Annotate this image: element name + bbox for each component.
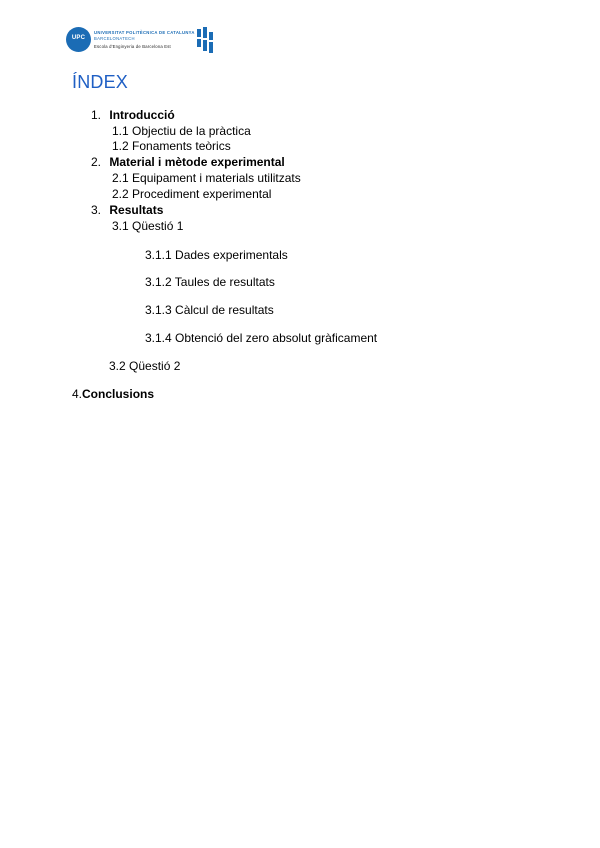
toc-number: 1. (91, 108, 102, 122)
upc-logo (66, 27, 216, 53)
toc-entry-2 (91, 155, 285, 169)
toc-entry-1-1: 1.1 Objectiu de la pràctica (112, 124, 251, 138)
logo-university-name: UNIVERSITAT POLITÈCNICA DE CATALUNYA (94, 30, 195, 35)
toc-entry-3-2: 3.2 Qüestió 2 (109, 359, 181, 373)
toc-entry-2-1: 2.1 Equipament i materials utilitzats (112, 171, 301, 185)
logo-school-name: Escola d'Enginyeria de Barcelona Est (94, 44, 171, 49)
toc-number: 4. (72, 387, 83, 401)
toc-heading: Material i mètode experimental (109, 155, 285, 169)
toc-entry-3-1-2: 3.1.2 Taules de resultats (145, 275, 275, 289)
logo-barcelonatech: BARCELONATECH (94, 36, 135, 41)
upc-seal-icon (66, 27, 91, 52)
toc-number: 2. (91, 155, 102, 169)
logo-seal-text: UPC (71, 35, 86, 41)
toc-entry-3-1-1: 3.1.1 Dades experimentals (145, 248, 288, 262)
toc-entry-3-1: 3.1 Qüestió 1 (112, 219, 184, 233)
page-title: ÍNDEX (72, 72, 129, 92)
toc-entry-1-2: 1.2 Fonaments teòrics (112, 139, 231, 153)
toc-entry-3-1-4: 3.1.4 Obtenció del zero absolut gràficament (145, 331, 378, 345)
eebe-bars-icon (197, 27, 216, 53)
toc-heading: Resultats (109, 203, 164, 217)
toc-entry-2-2: 2.2 Procediment experimental (112, 187, 272, 201)
toc-entry-3-1-3: 3.1.3 Càlcul de resultats (145, 303, 274, 317)
toc-heading: Introducció (109, 108, 175, 122)
toc-entry-3 (91, 203, 163, 217)
toc-number: 3. (91, 203, 102, 217)
toc-entry-4 (72, 387, 154, 401)
toc-heading: Conclusions (82, 387, 155, 401)
toc-entry-1 (91, 108, 175, 122)
